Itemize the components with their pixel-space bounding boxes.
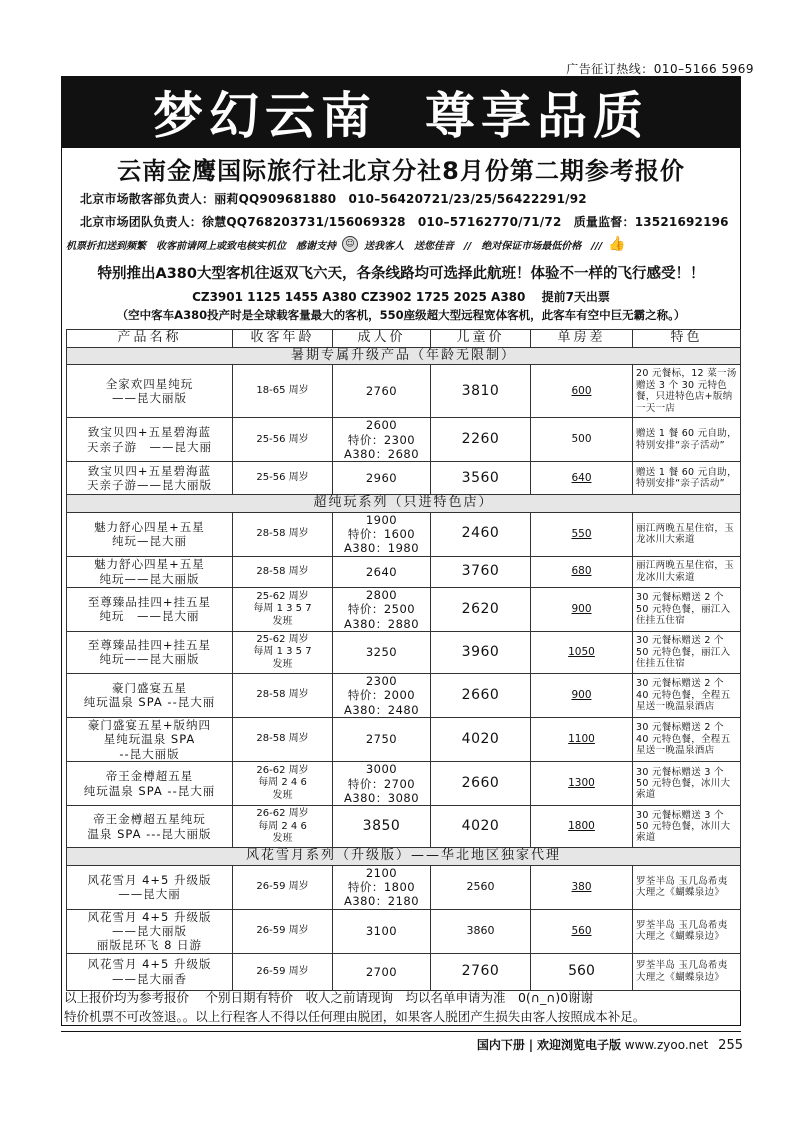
table-row: 豪门盛宴五星 纯玩温泉 SPA --昆大丽 28-58 周岁 2300 特价：2000 A380：2480 2660 900 30 元餐标赠送 2 个 40 元特色餐，全程五星送一晚温泉酒店 xyxy=(67,673,741,717)
table-row: 致宝贝四+五星碧海蓝 天亲子游 ——昆大丽 25-56 周岁 2600 特价：2300 A380：2680 2260 500 赠送 1 餐 60 元自助，特别安排“亲子活动” xyxy=(67,418,741,462)
footer-note-2: 特价机票不可改签退。。以上行程客人不得以任何理由脱团，如果客人脱团产生损失由客人按照成本补足。 xyxy=(64,1009,646,1024)
table-row: 魅力舒心四星+五星 纯玩—昆大丽 28-58 周岁 1900 特价：1600 A380：1980 2460 550 丽江两晚五星住宿，玉龙冰川大索道 xyxy=(67,512,741,556)
table-row: 帝王金樽超五星纯玩 温泉 SPA ---昆大丽版 26-62 周岁 每周 2 4 6 发班 3850 4020 1800 30 元餐标赠送 3 个 50 元特色餐，冰川大索道 xyxy=(67,806,741,848)
slogan-part2: 送我客人 送您佳音 // 绝对保证市场最低价格 /// xyxy=(364,240,603,252)
col-age: 收客年龄 xyxy=(233,330,333,348)
footer-site-link[interactable]: www.zyoo.net xyxy=(624,1038,709,1052)
table-row: 豪门盛宴五星+版纳四 星纯玩温泉 SPA --昆大丽版 28-58 周岁 2750 4020 1100 30 元餐标赠送 2 个 40 元特色餐，全程五星送一晚温泉酒店 xyxy=(67,718,741,762)
a380-note: （空中客车A380投产时是全球载客量最大的客机，550座级超大型远程宽体客机，此客车有空中巨无霸之称。） xyxy=(116,308,686,322)
table-row: 风花雪月 4+5 升级版 ——昆大丽版 丽版昆环飞 8 日游 26-59 周岁 3100 3860 560 罗荃半岛 玉几岛希夷大理之《蝴蝶泉边》 xyxy=(67,909,741,953)
table-row: 帝王金樽超五星 纯玩温泉 SPA --昆大丽 26-62 周岁 每周 2 4 6 发班 3000 特价：2700 A380：3080 2660 1300 30 元餐标赠送 3 个 50 元特色餐，冰川大索道 xyxy=(67,762,741,806)
banner-left-text: 梦幻云南 xyxy=(153,86,377,145)
table-row: 至尊臻品挂四+挂五星 纯玩——昆大丽版 25-62 周岁 每周 1 3 5 7 发班 3250 3960 1050 30 元餐标赠送 2 个 50 元特色餐，丽江入住挂五住宿 xyxy=(67,631,741,673)
section-header: 暑期专属升级产品（年龄无限制） xyxy=(67,348,741,365)
table-row: 全家欢四星纯玩 ——昆大丽版 18-65 周岁 2760 3810 600 20 元餐标，12 菜一汤赠送 3 个 30 元特色餐，只进特色店+版纳一天一店 xyxy=(67,365,741,418)
table-header xyxy=(67,330,741,348)
col-child: 儿童价 xyxy=(431,330,531,348)
table-row: 魅力舒心四星+五星 纯玩——昆大丽版 28-58 周岁 2640 3760 680 丽江两晚五星住宿，玉龙冰川大索道 xyxy=(67,556,741,587)
col-single: 单房差 xyxy=(531,330,633,348)
table-row: 风花雪月 4+5 升级版 ——昆大丽 26-59 周岁 2100 特价：1800 A380：2180 2560 380 罗荃半岛 玉几岛希夷大理之《蝴蝶泉边》 xyxy=(67,865,741,909)
footer-note-1: 以上报价均为参考报价 个别日期有特价 收人之前请现询 均以名单申请为准 0(∩_∩)0谢谢 xyxy=(64,990,594,1005)
slogan-strip xyxy=(66,233,738,255)
section-header: 超纯玩系列（只进特色店） xyxy=(67,495,741,512)
page-footer xyxy=(477,1036,743,1053)
col-feature: 特色 xyxy=(633,330,741,348)
footer-section: 国内下册 xyxy=(476,1038,525,1052)
footer-welcome: 欢迎浏览电子版 xyxy=(536,1038,621,1052)
table-row: 至尊臻品挂四+挂五星 纯玩 ——昆大丽 25-62 周岁 每周 1 3 5 7 发班 2800 特价：2500 A380：2880 2620 900 30 元餐标赠送 2 个 50 元特色餐，丽江入住挂五住宿 xyxy=(67,587,741,631)
price-table xyxy=(66,329,741,991)
section-header: 风花雪月系列（升级版）——华北地区独家代理 xyxy=(67,848,741,865)
footer-rule xyxy=(61,1031,741,1032)
thumbs-up-icon: 👍 xyxy=(608,236,626,252)
col-adult: 成人价 xyxy=(333,330,431,348)
footer-sep: | xyxy=(528,1038,534,1052)
table-row: 致宝贝四+五星碧海蓝 天亲子游——昆大丽版 25-56 周岁 2960 3560 640 赠送 1 餐 60 元自助，特别安排“亲子活动” xyxy=(67,462,741,495)
banner-right-text: 尊享品质 xyxy=(425,86,649,145)
col-product: 产品名称 xyxy=(67,330,233,348)
contact-line-fit: 北京市场散客部负责人：丽莉QQ909681880 010–56420721/23/25/56422291/92 xyxy=(80,192,587,206)
promo-text: 特别推出A380大型客机往返双飞六天，各条线路均可选择此航班！体验不一样的飞行感受！！ xyxy=(97,266,705,282)
flight-schedule: CZ3901 1125 1455 A380 CZ3902 1725 2025 A380 提前7天出票 xyxy=(192,290,610,304)
slogan-part1: 机票折扣送到频繁 收客前请网上或致电核实机位 感谢支持 xyxy=(66,240,336,252)
page-number: 255 xyxy=(718,1038,743,1053)
contact-line-group: 北京市场团队负责人：徐慧QQ768203731/156069328 010–57162770/71/72 质量监督：13521692196 xyxy=(80,215,729,229)
smiley-icon: ☺ xyxy=(342,236,358,252)
ad-hotline: 广告征订热线：010–5166 5969 xyxy=(566,62,754,76)
page-title: 云南金鹰国际旅行社北京分社8月份第二期参考报价 xyxy=(117,157,685,185)
table-row: 风花雪月 4+5 升级版 ——昆大丽香 26-59 周岁 2700 2760 560 罗荃半岛 玉几岛希夷大理之《蝴蝶泉边》 xyxy=(67,953,741,990)
title-banner xyxy=(61,76,741,148)
